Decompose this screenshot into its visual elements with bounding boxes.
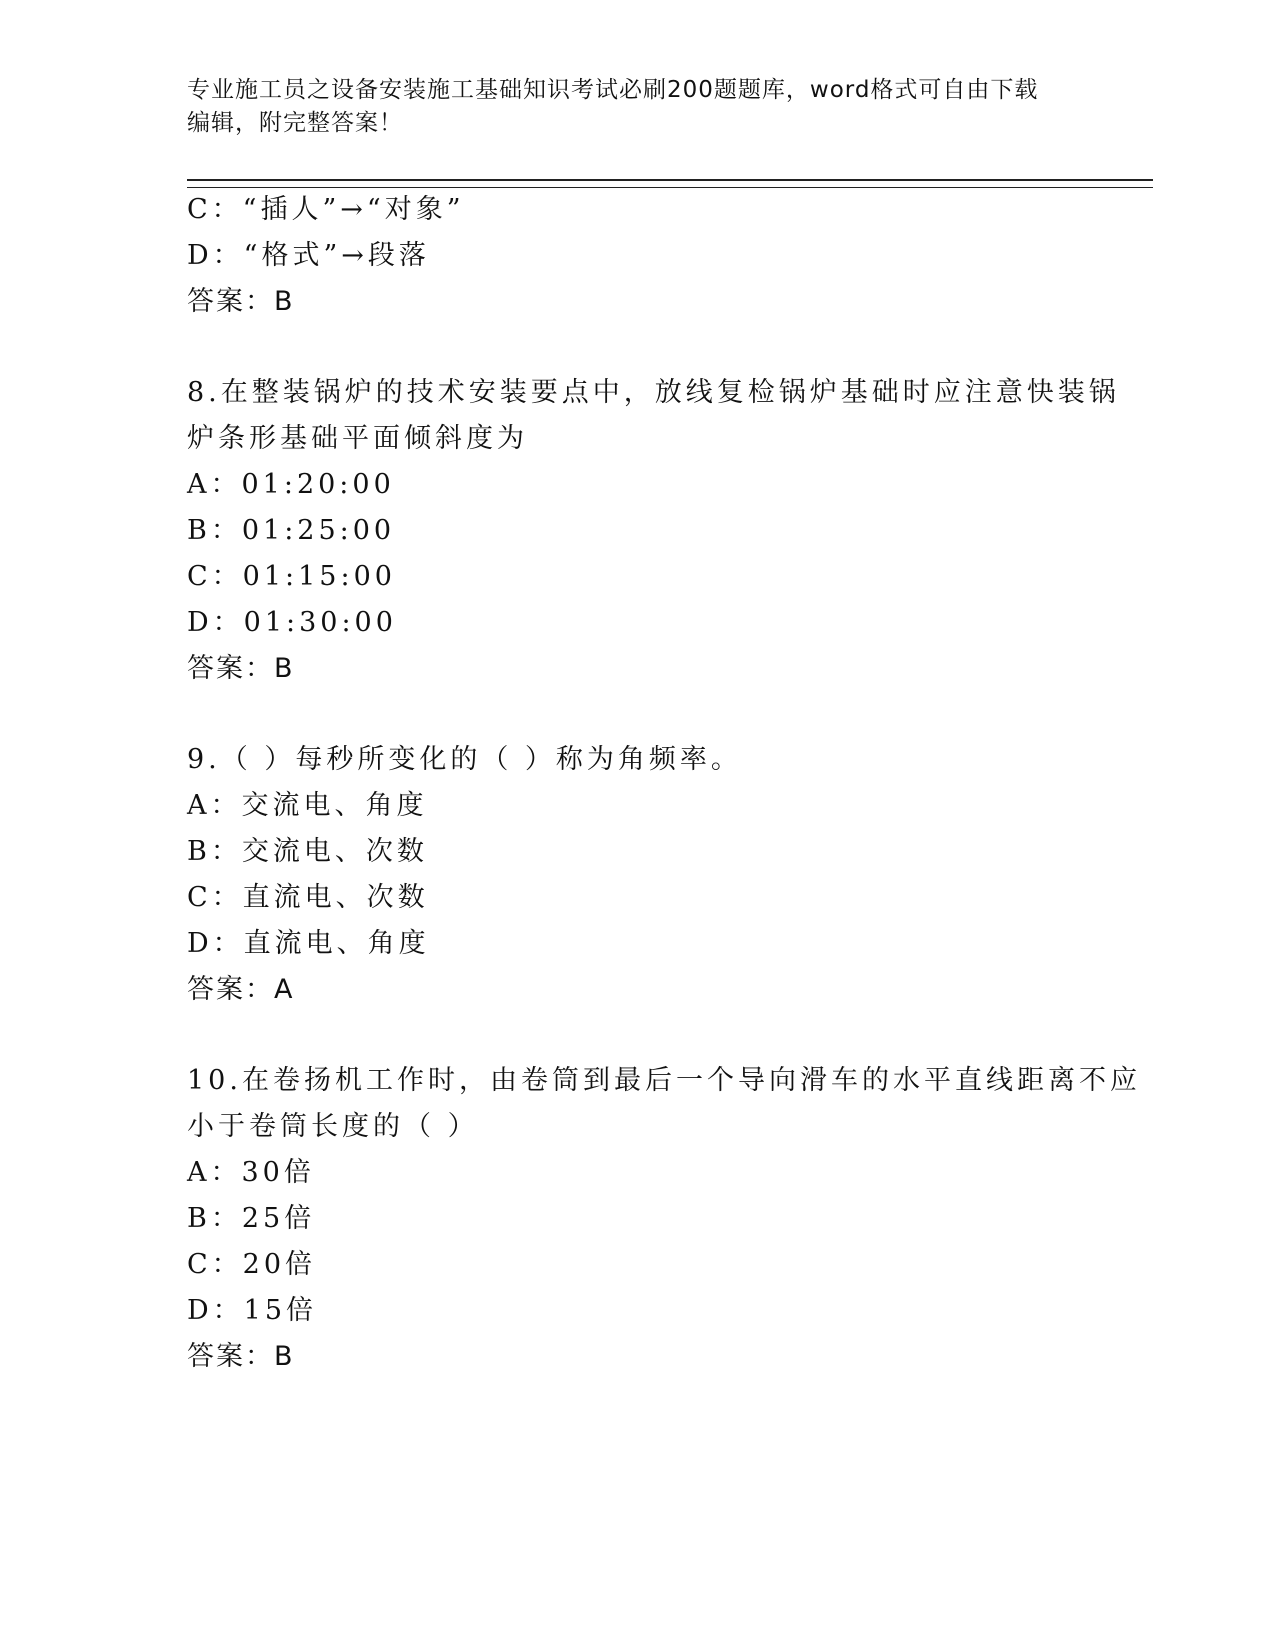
- question-9-option-b: B：交流电、次数: [187, 836, 428, 867]
- question-10-option-d: D：15倍: [187, 1295, 318, 1326]
- question-10-option-c: C：20倍: [187, 1249, 317, 1280]
- document-body: [187, 187, 1147, 1380]
- question-8-stem-line-2: 炉条形基础平面倾斜度为: [187, 423, 528, 454]
- question-9-option-c: C：直流电、次数: [187, 882, 429, 913]
- question-8-stem-line-1: 8.在整装锅炉的技术安装要点中，放线复检锅炉基础时应注意快装锅: [187, 377, 1120, 408]
- question-8-option-c: C：01:15:00: [187, 561, 396, 592]
- question-10-option-b: B：25倍: [187, 1203, 316, 1234]
- question-9-option-a: A：交流电、角度: [187, 790, 428, 821]
- spacer: [187, 692, 1147, 737]
- question-9: [187, 737, 1147, 1013]
- question-9-stem-line-1: 9.（ ）每秒所变化的（ ）称为角频率。: [187, 744, 742, 775]
- spacer: [187, 325, 1147, 370]
- question-10: [187, 1058, 1147, 1380]
- question-7-tail: [187, 187, 1147, 325]
- question-7-option-c: C：“插人”→“对象”: [187, 194, 465, 225]
- question-9-option-d: D：直流电、角度: [187, 928, 430, 959]
- header-title-line-1: 专业施工员之设备安装施工基础知识考试必刷200题题库，word格式可自由下载: [187, 77, 1039, 103]
- spacer: [187, 1013, 1147, 1058]
- question-10-stem-line-2: 小于卷筒长度的（ ）: [187, 1111, 479, 1142]
- header-title-line-2: 编辑，附完整答案！: [187, 110, 403, 136]
- question-8-option-b: B：01:25:00: [187, 515, 396, 546]
- question-7-answer: 答案：B: [187, 286, 295, 317]
- question-8: [187, 370, 1147, 692]
- question-10-option-a: A：30倍: [187, 1157, 315, 1188]
- question-9-answer: 答案：A: [187, 974, 295, 1005]
- question-10-stem-line-1: 10.在卷扬机工作时，由卷筒到最后一个导向滑车的水平直线距离不应: [187, 1065, 1141, 1096]
- question-8-option-a: A：01:20:00: [187, 469, 395, 500]
- question-7-option-d: D：“格式”→段落: [187, 240, 430, 271]
- document-header: [187, 74, 1087, 140]
- question-8-answer: 答案：B: [187, 653, 295, 684]
- question-8-option-d: D：01:30:00: [187, 607, 397, 638]
- question-10-answer: 答案：B: [187, 1341, 295, 1372]
